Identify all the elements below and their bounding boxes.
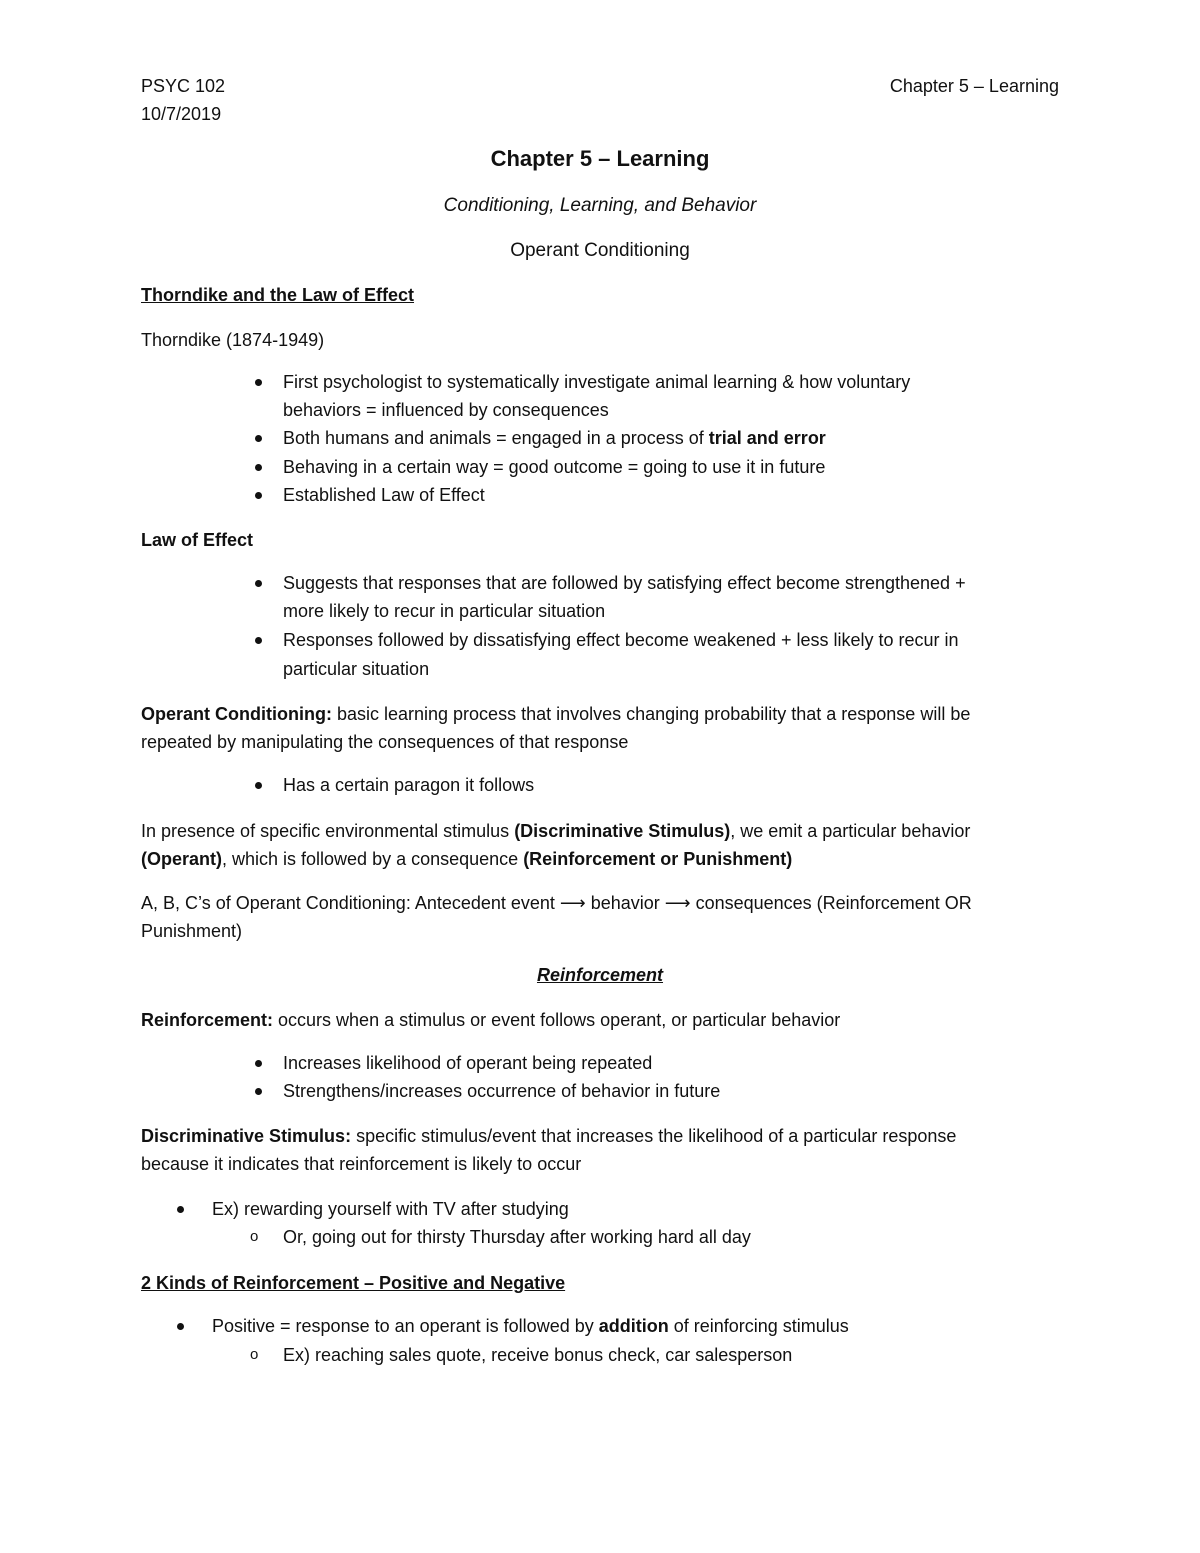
page-subtitle: Conditioning, Learning, and Behavior: [443, 195, 757, 216]
law-bullet-1-line-2: more likely to recur in particular situation: [283, 601, 606, 621]
thorndike-bullet-4: Established Law of Effect: [283, 485, 485, 505]
operant-bullet: Has a certain paragon it follows: [283, 775, 535, 795]
bold-term: (Reinforcement or Punishment): [523, 849, 793, 869]
presence-line-2: [141, 848, 792, 870]
bullet-dot: [255, 464, 262, 471]
term-reinforcement: Reinforcement:: [141, 1010, 274, 1030]
bold-term: (Discriminative Stimulus): [514, 821, 731, 841]
term-operant-conditioning: Operant Conditioning:: [141, 704, 332, 724]
text-run: specific stimulus/event that increases the likelihood of a particular response: [351, 1126, 957, 1146]
sub-bullet-marker: o: [250, 1346, 259, 1363]
header-chapter: Chapter 5 – Learning: [889, 76, 1059, 96]
text-run: , we emit a particular behavior: [730, 821, 971, 841]
kinds-bullet-1: [212, 1315, 849, 1337]
text-run: of reinforcing stimulus: [668, 1316, 849, 1336]
bold-term: (Operant): [141, 849, 222, 869]
header-date: 10/7/2019: [141, 104, 222, 124]
thorndike-bullet-2: [283, 427, 826, 449]
text-run: Positive = response to an operant is followed by: [212, 1316, 599, 1336]
heading-law-of-effect: Law of Effect: [141, 530, 254, 550]
section-operant-conditioning: Operant Conditioning: [510, 240, 690, 261]
abc-line-1: A, B, C’s of Operant Conditioning: Antecedent event ⟶ behavior ⟶ consequences (Reinforcement OR: [141, 893, 972, 913]
bullet-dot: [255, 580, 262, 587]
discriminative-sub-bullet-1: Or, going out for thirsty Thursday after working hard all day: [283, 1227, 751, 1247]
bullet-dot: [177, 1323, 184, 1330]
operant-def-line-2: repeated by manipulating the consequences of that response: [141, 732, 629, 752]
thorndike-name: Thorndike (1874-1949): [141, 330, 325, 350]
presence-line-1: [141, 820, 970, 842]
bullet-dot: [255, 637, 262, 644]
heading-thorndike: Thorndike and the Law of Effect: [141, 285, 415, 305]
page-title: Chapter 5 – Learning: [490, 146, 710, 171]
text-run: In presence of specific environmental stimulus: [141, 821, 515, 841]
operant-def-line-1: [141, 703, 970, 725]
law-bullet-2-line-1: Responses followed by dissatisfying effect become weakened + less likely to recur in: [283, 630, 959, 650]
discriminative-bullet-1: Ex) rewarding yourself with TV after studying: [212, 1199, 569, 1219]
bullet-dot: [255, 782, 262, 789]
bullet-dot: [255, 492, 262, 499]
bullet-dot: [177, 1206, 184, 1213]
discriminative-line-1: [141, 1125, 956, 1147]
abc-line-2: Punishment): [141, 921, 243, 941]
kinds-sub-bullet-1: Ex) reaching sales quote, receive bonus check, car salesperson: [283, 1345, 793, 1365]
term-discriminative-stimulus: Discriminative Stimulus:: [141, 1126, 352, 1146]
text-run: , which is followed by a consequence: [222, 849, 524, 869]
text-run: basic learning process that involves changing probability that a response will be: [331, 704, 971, 724]
reinforcement-bullet-1: Increases likelihood of operant being repeated: [283, 1053, 653, 1073]
reinforcement-bullet-2: Strengthens/increases occurrence of behavior in future: [283, 1081, 721, 1101]
bullet-dot: [255, 1088, 262, 1095]
reinforcement-def: [141, 1009, 840, 1031]
bullet-dot: [255, 1060, 262, 1067]
text-run: Both humans and animals = engaged in a process of: [283, 428, 709, 448]
sub-bullet-marker: o: [250, 1228, 259, 1245]
heading-2-kinds: 2 Kinds of Reinforcement – Positive and Negative: [141, 1273, 566, 1293]
bullet-dot: [255, 379, 262, 386]
bold-term: addition: [598, 1316, 669, 1336]
law-bullet-1-line-1: Suggests that responses that are followed by satisfying effect become strengthened +: [283, 573, 966, 593]
bold-term: trial and error: [708, 428, 826, 448]
text-run: occurs when a stimulus or event follows operant, or particular behavior: [273, 1010, 841, 1030]
law-bullet-2-line-2: particular situation: [283, 659, 430, 679]
heading-reinforcement: Reinforcement: [536, 965, 664, 985]
bullet-dot: [255, 435, 262, 442]
thorndike-bullet-1-line-2: behaviors = influenced by consequences: [283, 400, 609, 420]
discriminative-line-2: because it indicates that reinforcement is likely to occur: [141, 1154, 582, 1174]
thorndike-bullet-1-line-1: First psychologist to systematically investigate animal learning & how voluntary: [283, 372, 911, 392]
thorndike-bullet-3: Behaving in a certain way = good outcome = going to use it in future: [283, 457, 826, 477]
header-course: PSYC 102: [141, 76, 226, 96]
